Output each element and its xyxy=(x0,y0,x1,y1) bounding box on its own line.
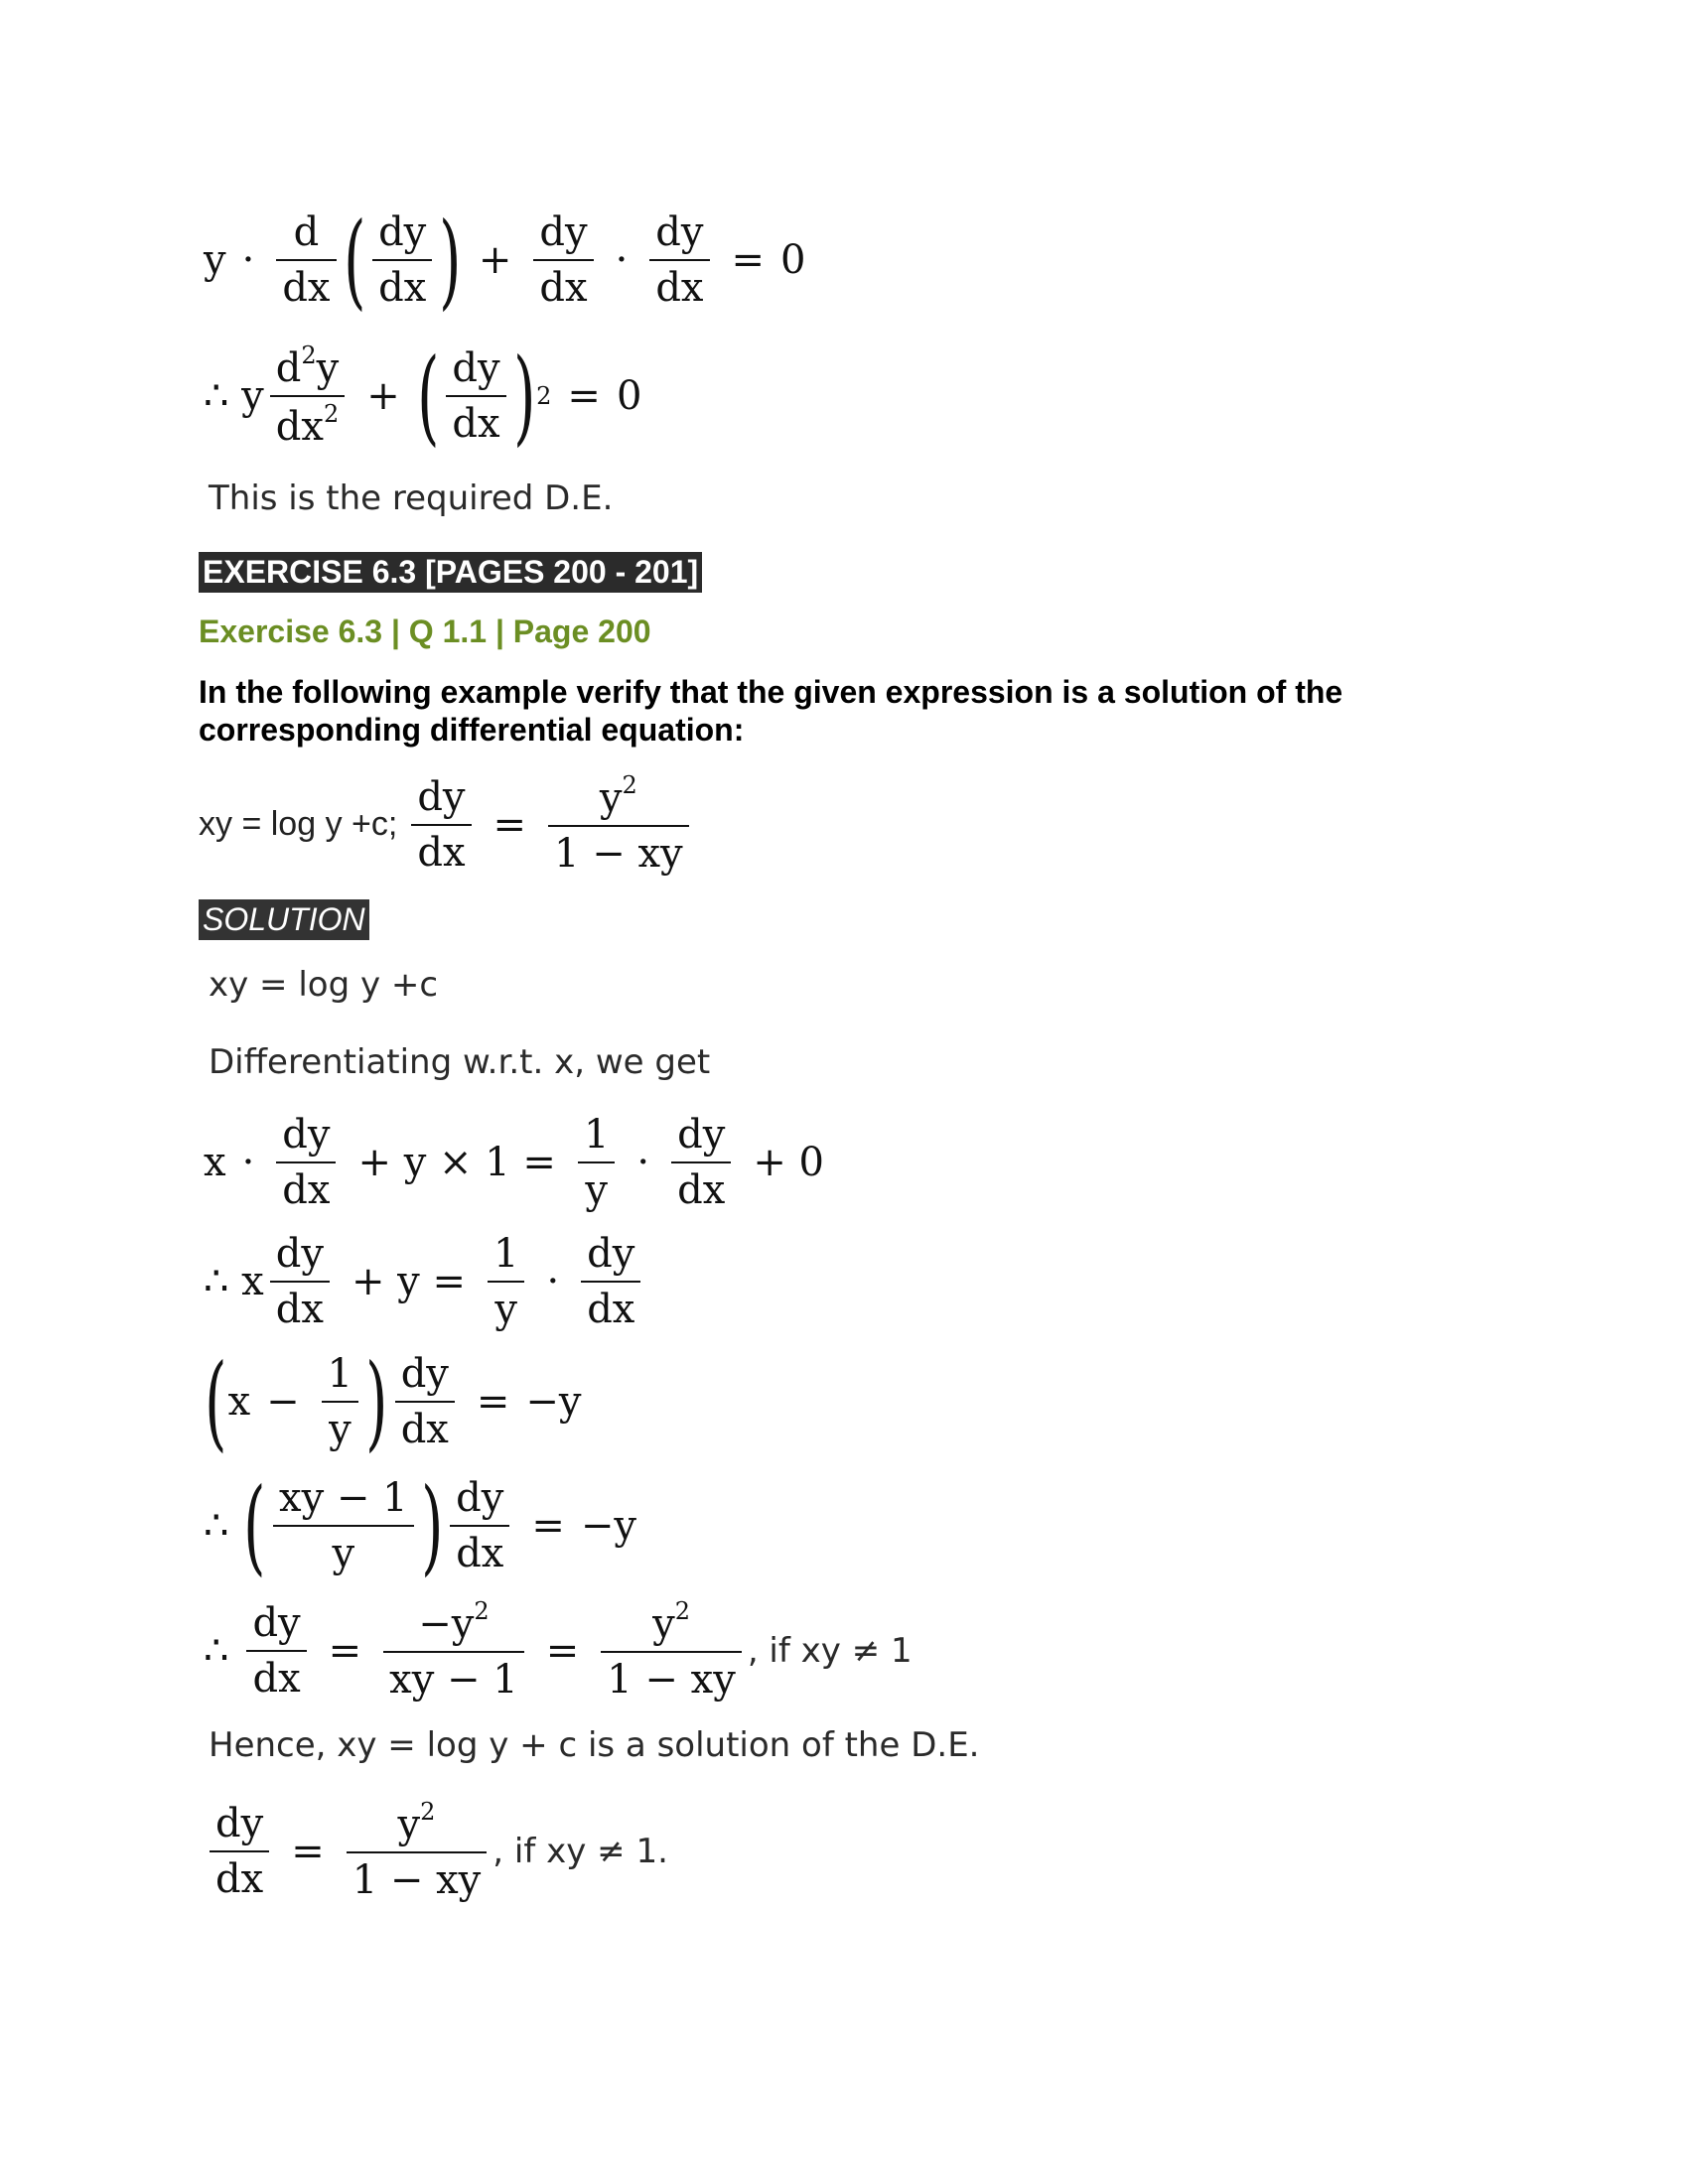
fraction: $\frac{y^2}{1 - xy}$ xyxy=(601,1598,742,1703)
question-expression: xy = log y +c; $\frac{dy}{dx}$ = $\frac{y^2}{1 - xy}$ xyxy=(199,772,695,877)
fraction: $\frac{d^2y}{dx^2}$ xyxy=(270,342,346,450)
exercise-banner: EXERCISE 6.3 [PAGES 200 - 201] xyxy=(199,552,702,593)
fraction: $\frac{d}{dx}$ xyxy=(276,209,336,311)
equation-line-8: $\frac{dy}{dx}$ = $\frac{y^2}{1 - xy}$ , if xy ≠ 1. xyxy=(204,1799,668,1903)
equation-line-3: x · $\frac{dy}{dx}$ + y × 1 = $\frac{1}{y}$ · $\frac{dy}{dx}$ + 0 xyxy=(204,1112,824,1213)
equation-line-6: ∴ ( $\frac{xy - 1}{y}$ ) $\frac{dy}{dx}$ = −y xyxy=(204,1465,637,1586)
fraction: $\frac{dy}{dx}$ xyxy=(581,1231,640,1332)
question-text: In the following example verify that the given expression is a solution of the corresponding differential equation: xyxy=(199,674,1343,749)
fraction: $\frac{1}{y}$ xyxy=(578,1112,615,1213)
solution-step-1: Differentiating w.r.t. x, we get xyxy=(209,1042,711,1082)
eq-symbol: y xyxy=(204,237,226,283)
equation-line-2: ∴ y $\frac{d^2y}{dx^2}$ + ( $\frac{dy}{dx}$ ) 2 = 0 xyxy=(204,336,642,457)
left-paren: ( xyxy=(343,200,365,321)
equation-line-5: ( x − $\frac{1}{y}$ ) $\frac{dy}{dx}$ = −y xyxy=(205,1341,582,1462)
fraction: $\frac{dy}{dx}$ xyxy=(372,209,432,311)
question-header: Exercise 6.3 | Q 1.1 | Page 200 xyxy=(199,614,651,649)
fraction: $\frac{1}{y}$ xyxy=(322,1351,358,1452)
solution-label: SOLUTION xyxy=(199,899,369,940)
fraction: $\frac{dy}{dx}$ xyxy=(649,209,709,311)
fraction: $\frac{dy}{dx}$ xyxy=(671,1112,731,1213)
equation-line-1: y · $\frac{d}{dx}$ ( $\frac{dy}{dx}$ ) + $\frac{dy}{dx}$ · $\frac{dy}{dx}$ = 0 xyxy=(204,200,806,321)
fraction: $\frac{dy}{dx}$ xyxy=(210,1801,269,1902)
fraction: $\frac{y^2}{1 - xy}$ xyxy=(347,1799,488,1903)
equation-line-7: ∴ $\frac{dy}{dx}$ = $\frac{-y^2}{xy - 1}$ = $\frac{y^2}{1 - xy}$ , if xy ≠ 1 xyxy=(204,1597,913,1703)
right-paren: ) xyxy=(439,200,462,321)
fraction: $\frac{1}{y}$ xyxy=(488,1231,524,1332)
equation-line-4: ∴ x $\frac{dy}{dx}$ + y = $\frac{1}{y}$ · $\frac{dy}{dx}$ xyxy=(204,1231,646,1332)
solution-conclusion: Hence, xy = log y + c is a solution of the D.E. xyxy=(209,1725,980,1765)
fraction: $\frac{y^2}{1 - xy}$ xyxy=(548,772,689,877)
fraction: $\frac{dy}{dx}$ xyxy=(411,774,471,876)
required-de-note: This is the required D.E. xyxy=(209,478,614,518)
fraction: $\frac{dy}{dx}$ xyxy=(533,209,593,311)
fraction: $\frac{dy}{dx}$ xyxy=(395,1351,455,1452)
fraction: $\frac{-y^2}{xy - 1}$ xyxy=(383,1598,524,1703)
fraction: $\frac{dy}{dx}$ xyxy=(450,1475,509,1576)
solution-step-0: xy = log y +c xyxy=(209,965,439,1005)
fraction: $\frac{dy}{dx}$ xyxy=(276,1112,336,1213)
fraction: $\frac{xy - 1}{y}$ xyxy=(273,1475,414,1576)
fraction: $\frac{dy}{dx}$ xyxy=(270,1231,330,1332)
fraction: $\frac{dy}{dx}$ xyxy=(246,1600,306,1702)
fraction: $\frac{dy}{dx}$ xyxy=(446,345,505,447)
